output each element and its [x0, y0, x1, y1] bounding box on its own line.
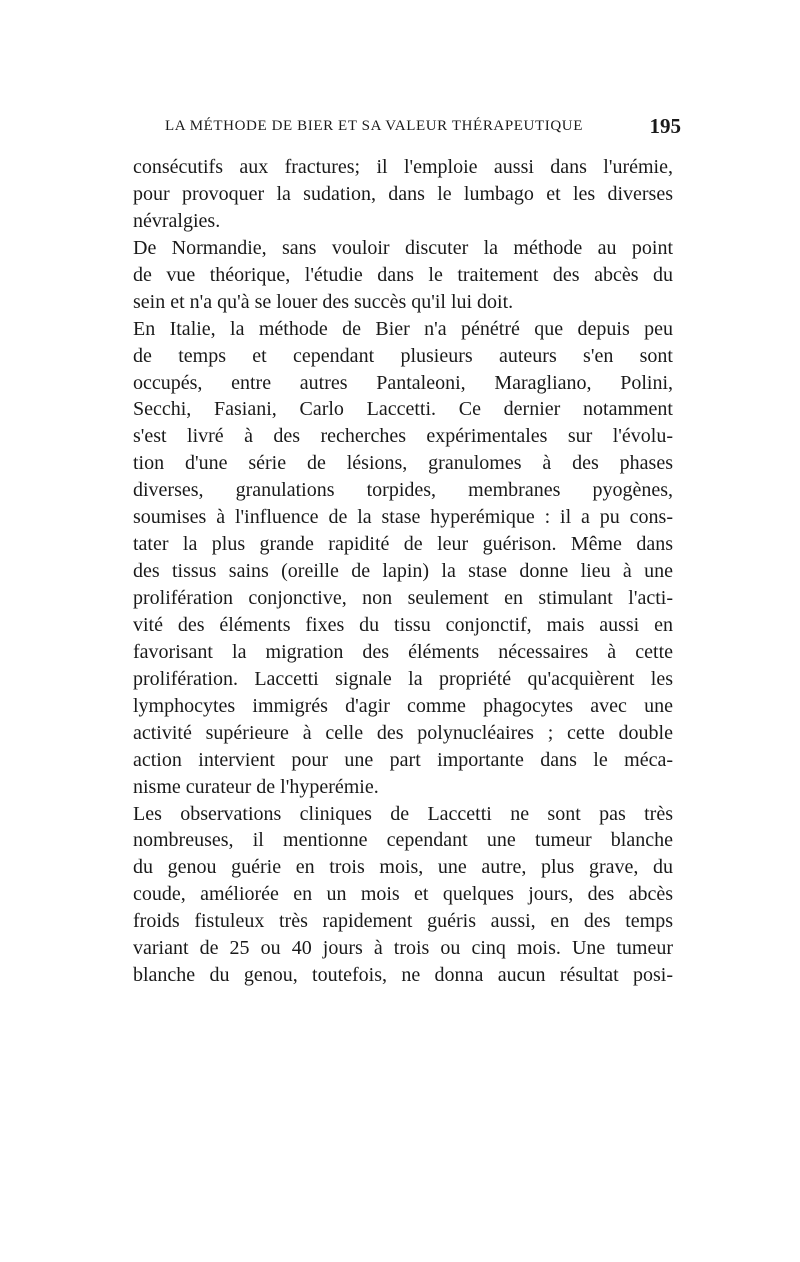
text-line: nombreuses, il mentionne cependant une tumeur blanche: [133, 829, 673, 852]
text-line: névralgies.: [133, 209, 221, 232]
text-line: des tissus sains (oreille de lapin) la stase donne lieu à une: [133, 560, 673, 583]
text-line: nisme curateur de l'hyperémie.: [133, 775, 379, 798]
text-line: tater la plus grande rapidité de leur guérison. Même dans: [133, 533, 673, 556]
page-number: 195: [649, 114, 681, 138]
text-line: du genou guérie en trois mois, une autre, plus grave, du: [133, 856, 673, 879]
text-line: diverses, granulations torpides, membranes pyogènes,: [133, 479, 673, 502]
text-line: occupés, entre autres Pantaleoni, Maragliano, Polini,: [133, 371, 673, 394]
text-line: tion d'une série de lésions, granulomes à des phases: [133, 452, 673, 475]
text-line: action intervient pour une part importante dans le méca-: [133, 748, 673, 771]
text-line: froids fistuleux très rapidement guéris aussi, en des temps: [133, 910, 673, 933]
text-line: prolifération conjonctive, non seulement en stimulant l'acti-: [133, 587, 673, 609]
text-line: vité des éléments fixes du tissu conjonctif, mais aussi en: [133, 613, 673, 636]
text-line: soumises à l'influence de la stase hyperémique : il a pu cons-: [133, 506, 673, 529]
text-line: Secchi, Fasiani, Carlo Laccetti. Ce dernier notamment: [133, 398, 673, 421]
text-line: De Normandie, sans vouloir discuter la méthode au point: [133, 236, 673, 259]
running-title: LA MÉTHODE DE BIER ET SA VALEUR THÉRAPEUTIQUE: [165, 118, 583, 134]
text-line: consécutifs aux fractures; il l'emploie aussi dans l'urémie,: [133, 156, 673, 178]
text-line: blanche du genou, toutefois, ne donna aucun résultat posi-: [133, 964, 673, 987]
text-line: sein et n'a qu'à se louer des succès qu'il lui doit.: [133, 290, 514, 313]
text-line: s'est livré à des recherches expérimentales sur l'évolu-: [133, 425, 673, 448]
text-line: En Italie, la méthode de Bier n'a pénétré que depuis peu: [133, 317, 673, 340]
text-line: de temps et cependant plusieurs auteurs s'en sont: [133, 344, 673, 367]
text-line: variant de 25 ou 40 jours à trois ou cinq mois. Une tumeur: [133, 937, 673, 960]
text-line: lymphocytes immigrés d'agir comme phagocytes avec une: [133, 694, 673, 717]
text-line: coude, améliorée en un mois et quelques jours, des abcès: [133, 883, 673, 906]
text-line: pour provoquer la sudation, dans le lumbago et les diverses: [133, 182, 673, 205]
running-head: [165, 116, 681, 140]
body-text: [133, 154, 673, 989]
text-line: favorisant la migration des éléments nécessaires à cette: [133, 640, 673, 663]
text-line: de vue théorique, l'étudie dans le traitement des abcès du: [133, 263, 673, 286]
text-line: Les observations cliniques de Laccetti ne sont pas très: [133, 802, 673, 825]
text-line: activité supérieure à celle des polynucléaires ; cette double: [133, 721, 673, 744]
text-line: prolifération. Laccetti signale la propriété qu'acquièrent les: [133, 667, 673, 690]
